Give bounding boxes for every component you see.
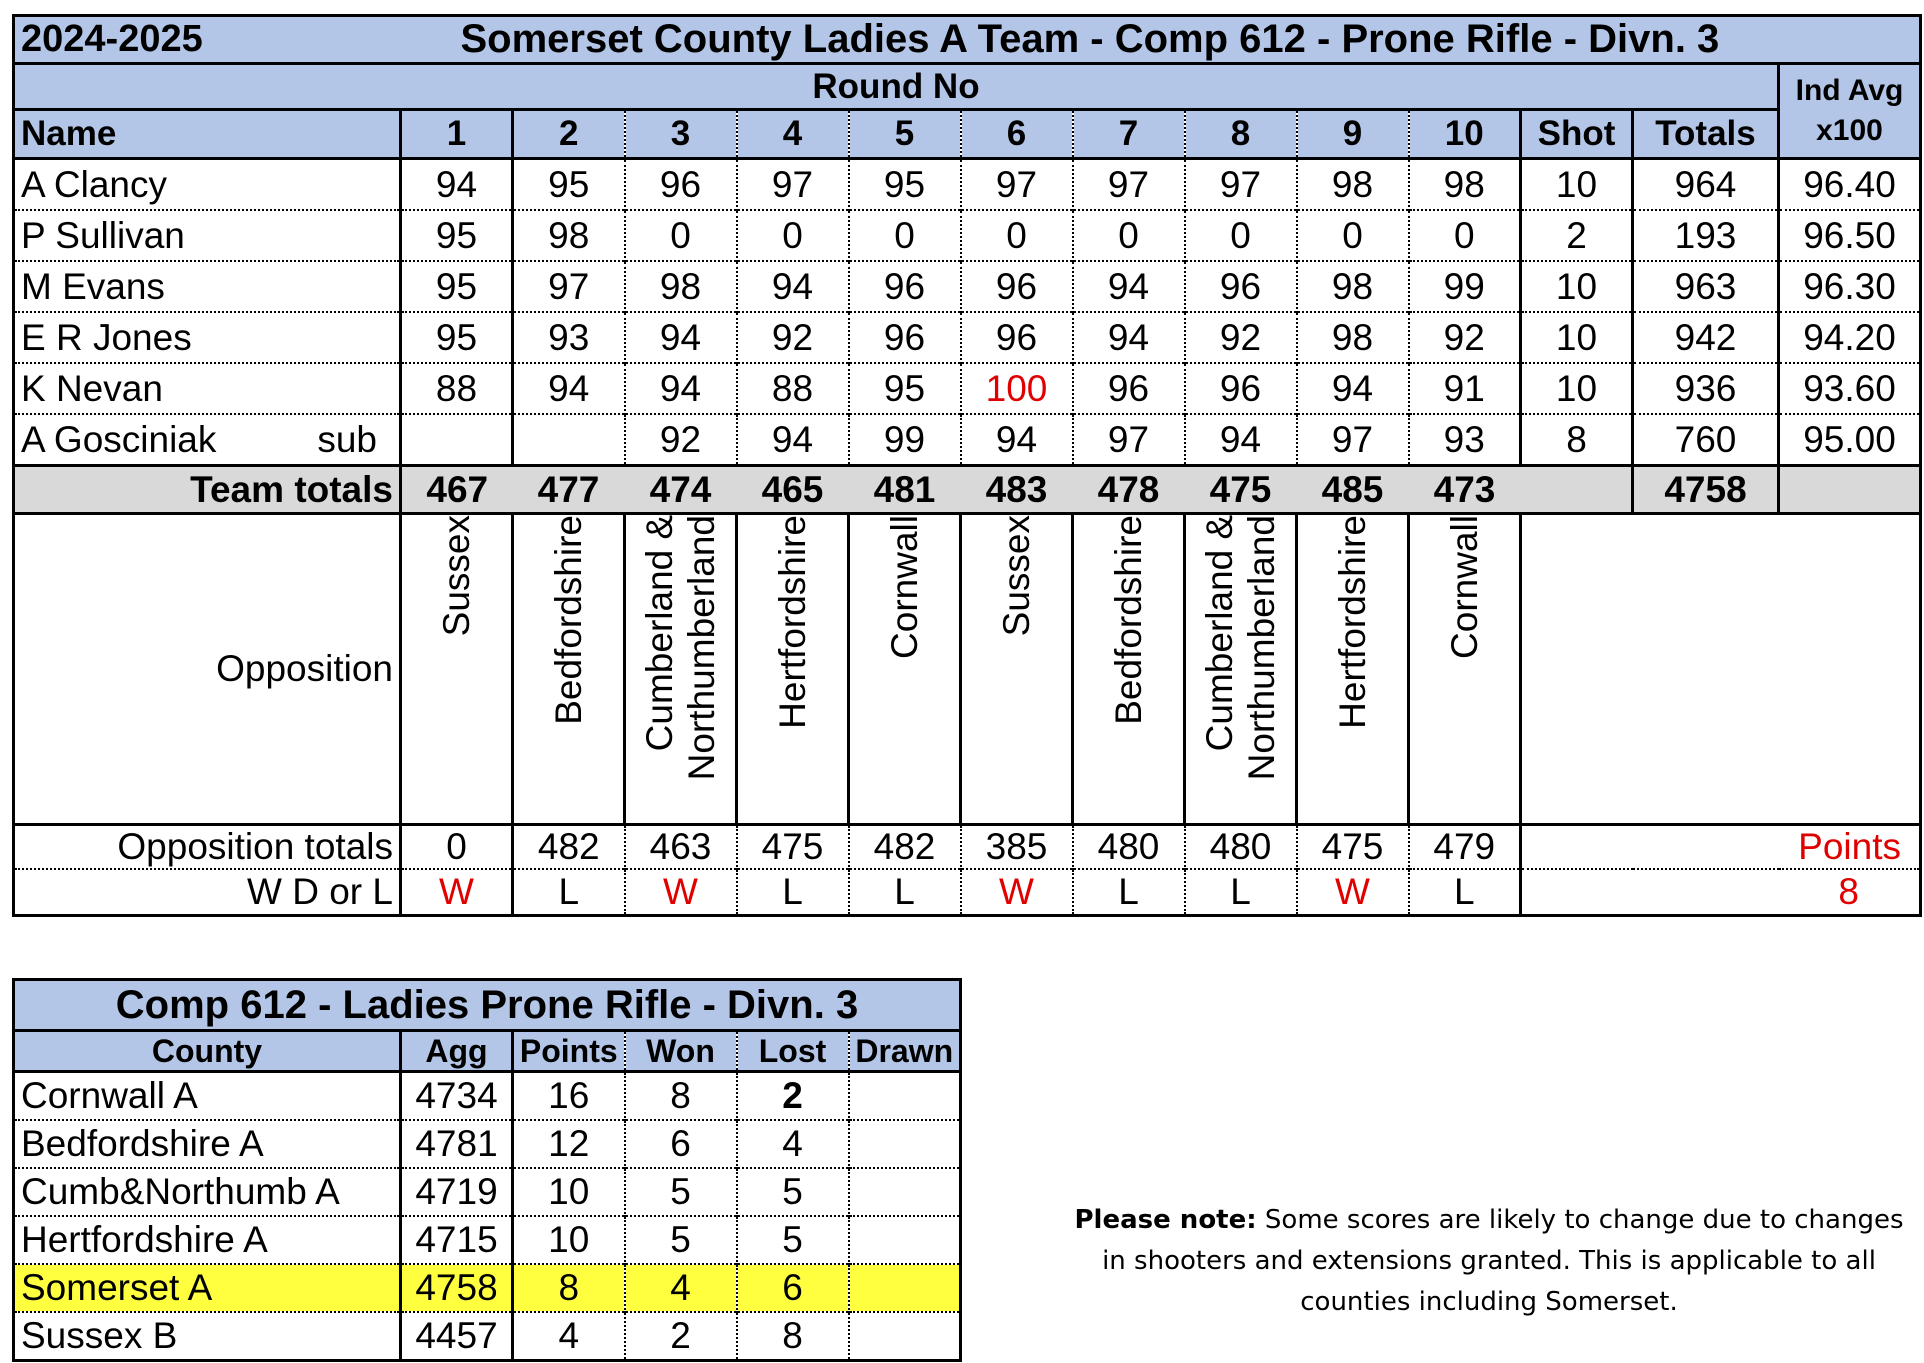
score-cell bbox=[513, 414, 625, 466]
ind-avg-header: Ind Avg x100 bbox=[1779, 64, 1921, 159]
team-totals-label: Team totals bbox=[14, 466, 401, 514]
opposition-total-cell: 0 bbox=[401, 825, 513, 870]
score-cell: 96 bbox=[625, 159, 737, 211]
total-cell: 963 bbox=[1633, 261, 1779, 312]
score-cell: 94 bbox=[401, 159, 513, 211]
player-name: P Sullivan bbox=[21, 214, 185, 256]
note-text: Some scores are likely to change due to changes in shooters and extensions granted. This is applicable to all counties including Somerset. bbox=[1102, 1205, 1904, 1317]
score-cell: 96 bbox=[961, 261, 1073, 312]
avg-cell: 95.00 bbox=[1803, 418, 1896, 460]
league-county-cell: Sussex B bbox=[14, 1312, 401, 1361]
league-title: Comp 612 - Ladies Prone Rifle - Divn. 3 bbox=[115, 982, 859, 1027]
team-total-cell: 481 bbox=[873, 468, 936, 510]
player-name-cell bbox=[14, 414, 401, 466]
opposition-name: Cumberland & Northumberland bbox=[1198, 515, 1282, 781]
score-cell: 94 bbox=[625, 312, 737, 363]
total-cell: 942 bbox=[1633, 312, 1779, 363]
round-no-label: Round No bbox=[812, 66, 980, 106]
league-points-cell: 10 bbox=[513, 1216, 625, 1264]
score-cell: 95 bbox=[513, 159, 625, 211]
league-lost-cell: 5 bbox=[737, 1168, 849, 1216]
league-lost-cell: 5 bbox=[737, 1216, 849, 1264]
round-header: 5 bbox=[849, 110, 961, 159]
league-header-agg: Agg bbox=[401, 1031, 513, 1072]
league-header-drawn: Drawn bbox=[849, 1031, 961, 1072]
team-total-cell: 477 bbox=[537, 468, 600, 510]
score-cell: 99 bbox=[1409, 261, 1521, 312]
round-header: 4 bbox=[737, 110, 849, 159]
league-row bbox=[14, 1072, 961, 1121]
player-name-cell bbox=[14, 312, 401, 363]
player-row bbox=[14, 159, 1921, 211]
result-cell: W bbox=[1297, 869, 1409, 915]
league-won-cell: 2 bbox=[625, 1312, 737, 1361]
team-total-shot-cell bbox=[1521, 466, 1633, 514]
score-cell: 97 bbox=[1297, 414, 1409, 466]
score-cell: 94 bbox=[1073, 261, 1185, 312]
score-cell: 95 bbox=[401, 312, 513, 363]
score-cell: 94 bbox=[1297, 363, 1409, 414]
result-cell: L bbox=[1073, 869, 1185, 915]
score-cell: 0 bbox=[961, 210, 1073, 261]
score-cell: 96 bbox=[849, 312, 961, 363]
opposition-name: Hertfordshire bbox=[1331, 515, 1373, 729]
league-won-cell: 5 bbox=[625, 1216, 737, 1264]
league-county-cell: Hertfordshire A bbox=[14, 1216, 401, 1264]
team-totals-row bbox=[14, 466, 1921, 514]
score-cell: 100 bbox=[961, 363, 1073, 414]
league-agg-cell: 4457 bbox=[401, 1312, 513, 1361]
score-cell: 96 bbox=[1185, 261, 1297, 312]
league-agg-cell: 4734 bbox=[401, 1072, 513, 1121]
league-row bbox=[14, 1216, 961, 1264]
sub-tag: sub bbox=[317, 418, 377, 460]
team-total-cell: 475 bbox=[1209, 468, 1272, 510]
score-cell: 92 bbox=[737, 312, 849, 363]
round-header: 9 bbox=[1297, 110, 1409, 159]
league-points-cell: 4 bbox=[513, 1312, 625, 1361]
league-drawn-cell bbox=[849, 1072, 961, 1121]
shot-cell: 2 bbox=[1521, 210, 1633, 261]
score-cell: 96 bbox=[961, 312, 1073, 363]
score-cell: 94 bbox=[737, 414, 849, 466]
league-agg-cell: 4715 bbox=[401, 1216, 513, 1264]
league-lost-cell: 6 bbox=[737, 1264, 849, 1312]
avg-cell: 96.50 bbox=[1803, 214, 1896, 256]
score-cell: 0 bbox=[849, 210, 961, 261]
league-drawn-cell bbox=[849, 1216, 961, 1264]
team-total-cell: 483 bbox=[985, 468, 1048, 510]
player-row bbox=[14, 363, 1921, 414]
result-cell: L bbox=[1185, 869, 1297, 915]
league-header-won: Won bbox=[625, 1031, 737, 1072]
score-cell: 98 bbox=[1297, 312, 1409, 363]
league-lost-cell: 2 bbox=[737, 1072, 849, 1121]
score-cell: 94 bbox=[737, 261, 849, 312]
player-name: A Gosciniak bbox=[21, 418, 217, 460]
league-drawn-cell bbox=[849, 1264, 961, 1312]
score-cell: 94 bbox=[1073, 312, 1185, 363]
league-drawn-cell bbox=[849, 1120, 961, 1168]
league-lost-cell: 4 bbox=[737, 1120, 849, 1168]
league-won-cell: 4 bbox=[625, 1264, 737, 1312]
opposition-totals-row bbox=[14, 825, 1921, 870]
score-cell: 0 bbox=[1185, 210, 1297, 261]
league-won-cell: 8 bbox=[625, 1072, 737, 1121]
opposition-name: Sussex bbox=[435, 515, 477, 637]
league-county-cell: Cornwall A bbox=[14, 1072, 401, 1121]
score-cell: 97 bbox=[1185, 159, 1297, 211]
league-header-row bbox=[14, 1031, 961, 1072]
totals-header: Totals bbox=[1655, 114, 1756, 153]
points-value: 8 bbox=[1838, 870, 1859, 912]
result-cell: W bbox=[961, 869, 1073, 915]
shot-cell: 8 bbox=[1521, 414, 1633, 466]
league-lost-cell: 8 bbox=[737, 1312, 849, 1361]
league-title-row bbox=[14, 980, 961, 1031]
name-header: Name bbox=[14, 110, 401, 159]
opposition-name: Hertfordshire bbox=[771, 515, 813, 729]
score-cell: 97 bbox=[961, 159, 1073, 211]
opposition-blank bbox=[1521, 514, 1921, 825]
points-label: Points bbox=[1798, 826, 1901, 867]
result-cell: L bbox=[737, 869, 849, 915]
player-row bbox=[14, 414, 1921, 466]
avg-cell: 96.40 bbox=[1803, 163, 1896, 205]
shot-cell: 10 bbox=[1521, 159, 1633, 211]
opposition-total-cell: 479 bbox=[1409, 825, 1521, 870]
score-cell bbox=[401, 414, 513, 466]
total-cell: 936 bbox=[1633, 363, 1779, 414]
score-cell: 88 bbox=[401, 363, 513, 414]
result-cell: L bbox=[513, 869, 625, 915]
league-won-cell: 5 bbox=[625, 1168, 737, 1216]
player-name: K Nevan bbox=[21, 367, 163, 409]
avg-cell: 94.20 bbox=[1803, 316, 1896, 358]
round-header: 6 bbox=[961, 110, 1073, 159]
score-cell: 98 bbox=[1297, 159, 1409, 211]
round-header: 1 bbox=[401, 110, 513, 159]
score-cell: 0 bbox=[625, 210, 737, 261]
total-cell: 964 bbox=[1633, 159, 1779, 211]
player-name: M Evans bbox=[21, 265, 165, 307]
result-cell: L bbox=[1409, 869, 1521, 915]
league-row bbox=[14, 1120, 961, 1168]
round-no-row bbox=[14, 64, 1921, 110]
score-cell: 94 bbox=[625, 363, 737, 414]
team-total-cell: 473 bbox=[1433, 468, 1496, 510]
opposition-name: Cumberland & Northumberland bbox=[638, 515, 722, 781]
player-name-cell bbox=[14, 261, 401, 312]
score-cell: 96 bbox=[849, 261, 961, 312]
league-row bbox=[14, 1168, 961, 1216]
opposition-row bbox=[14, 514, 1921, 825]
wdl-row bbox=[14, 869, 1921, 915]
round-header: 2 bbox=[513, 110, 625, 159]
score-cell: 0 bbox=[737, 210, 849, 261]
opposition-name: Bedfordshire bbox=[547, 515, 589, 725]
score-cell: 94 bbox=[1185, 414, 1297, 466]
league-header-lost: Lost bbox=[737, 1031, 849, 1072]
player-name: A Clancy bbox=[21, 163, 168, 205]
scores-table bbox=[12, 14, 1922, 917]
player-row bbox=[14, 210, 1921, 261]
note-bold: Please note: bbox=[1074, 1205, 1257, 1235]
opposition-name: Bedfordshire bbox=[1107, 515, 1149, 725]
score-cell: 92 bbox=[1409, 312, 1521, 363]
score-cell: 0 bbox=[1073, 210, 1185, 261]
score-cell: 88 bbox=[737, 363, 849, 414]
score-cell: 99 bbox=[849, 414, 961, 466]
team-total-cell: 467 bbox=[426, 468, 489, 510]
shot-cell: 10 bbox=[1521, 261, 1633, 312]
title-row bbox=[14, 16, 1921, 64]
shot-cell: 10 bbox=[1521, 363, 1633, 414]
opposition-name: Cornwall bbox=[1443, 515, 1485, 659]
score-cell: 98 bbox=[1297, 261, 1409, 312]
player-name-cell bbox=[14, 363, 401, 414]
league-points-cell: 8 bbox=[513, 1264, 625, 1312]
opposition-total-cell: 385 bbox=[961, 825, 1073, 870]
league-county-cell: Bedfordshire A bbox=[14, 1120, 401, 1168]
score-cell: 98 bbox=[513, 210, 625, 261]
round-header: 3 bbox=[625, 110, 737, 159]
team-total-cell: 478 bbox=[1097, 468, 1160, 510]
please-note bbox=[1064, 1200, 1914, 1323]
score-cell: 0 bbox=[1297, 210, 1409, 261]
result-cell: W bbox=[401, 869, 513, 915]
shot-header: Shot bbox=[1521, 110, 1633, 159]
total-cell: 193 bbox=[1633, 210, 1779, 261]
score-cell: 97 bbox=[1073, 159, 1185, 211]
score-cell: 93 bbox=[513, 312, 625, 363]
league-agg-cell: 4719 bbox=[401, 1168, 513, 1216]
score-cell: 96 bbox=[1185, 363, 1297, 414]
score-cell: 94 bbox=[513, 363, 625, 414]
score-cell: 95 bbox=[849, 363, 961, 414]
league-header-county: County bbox=[14, 1031, 401, 1072]
round-header: 8 bbox=[1185, 110, 1297, 159]
team-total-cell: 465 bbox=[761, 468, 824, 510]
league-county-cell: Somerset A bbox=[14, 1264, 401, 1312]
team-total-cell: 474 bbox=[649, 468, 712, 510]
score-cell: 95 bbox=[849, 159, 961, 211]
score-cell: 96 bbox=[1073, 363, 1185, 414]
avg-cell: 93.60 bbox=[1803, 367, 1896, 409]
avg-cell: 96.30 bbox=[1803, 265, 1896, 307]
league-county-cell: Cumb&Northumb A bbox=[14, 1168, 401, 1216]
league-points-cell: 10 bbox=[513, 1168, 625, 1216]
opposition-total-cell: 463 bbox=[625, 825, 737, 870]
column-header-row bbox=[14, 110, 1921, 159]
league-drawn-cell bbox=[849, 1312, 961, 1361]
score-cell: 92 bbox=[1185, 312, 1297, 363]
league-row bbox=[14, 1264, 961, 1312]
score-cell: 98 bbox=[625, 261, 737, 312]
opposition-name: Cornwall bbox=[883, 515, 925, 659]
team-total-avg-cell bbox=[1779, 466, 1921, 514]
wdl-label: W D or L bbox=[14, 869, 401, 915]
league-drawn-cell bbox=[849, 1168, 961, 1216]
league-header-points: Points bbox=[513, 1031, 625, 1072]
page-title: Somerset County Ladies A Team - Comp 612 - Prone Rifle - Divn. 3 bbox=[460, 17, 1720, 61]
league-points-cell: 12 bbox=[513, 1120, 625, 1168]
opposition-totals-label: Opposition totals bbox=[14, 825, 401, 870]
opposition-total-cell: 475 bbox=[1297, 825, 1409, 870]
shot-cell: 10 bbox=[1521, 312, 1633, 363]
league-won-cell: 6 bbox=[625, 1120, 737, 1168]
score-cell: 94 bbox=[961, 414, 1073, 466]
score-cell: 97 bbox=[513, 261, 625, 312]
total-cell: 760 bbox=[1633, 414, 1779, 466]
player-name: E R Jones bbox=[21, 316, 192, 358]
opposition-total-cell: 482 bbox=[849, 825, 961, 870]
round-header: 10 bbox=[1409, 110, 1521, 159]
season-label: 2024-2025 bbox=[21, 18, 203, 60]
opposition-total-cell: 475 bbox=[737, 825, 849, 870]
player-row bbox=[14, 261, 1921, 312]
opposition-total-cell: 480 bbox=[1073, 825, 1185, 870]
league-agg-cell: 4781 bbox=[401, 1120, 513, 1168]
opposition-total-cell: 480 bbox=[1185, 825, 1297, 870]
result-cell: L bbox=[849, 869, 961, 915]
score-cell: 97 bbox=[737, 159, 849, 211]
league-agg-cell: 4758 bbox=[401, 1264, 513, 1312]
round-header: 7 bbox=[1073, 110, 1185, 159]
player-row bbox=[14, 312, 1921, 363]
opposition-label: Opposition bbox=[14, 514, 401, 825]
result-cell: W bbox=[625, 869, 737, 915]
score-cell: 95 bbox=[401, 261, 513, 312]
league-points-cell: 16 bbox=[513, 1072, 625, 1121]
league-table bbox=[12, 978, 962, 1362]
score-cell: 93 bbox=[1409, 414, 1521, 466]
opposition-name: Sussex bbox=[995, 515, 1037, 637]
score-cell: 92 bbox=[625, 414, 737, 466]
team-total-cell: 485 bbox=[1321, 468, 1384, 510]
player-name-cell bbox=[14, 159, 401, 211]
opposition-total-cell: 482 bbox=[513, 825, 625, 870]
score-cell: 91 bbox=[1409, 363, 1521, 414]
score-cell: 95 bbox=[401, 210, 513, 261]
score-cell: 97 bbox=[1073, 414, 1185, 466]
league-row bbox=[14, 1312, 961, 1361]
team-grand-total: 4758 bbox=[1633, 466, 1779, 514]
player-name-cell bbox=[14, 210, 401, 261]
score-cell: 0 bbox=[1409, 210, 1521, 261]
score-cell: 98 bbox=[1409, 159, 1521, 211]
